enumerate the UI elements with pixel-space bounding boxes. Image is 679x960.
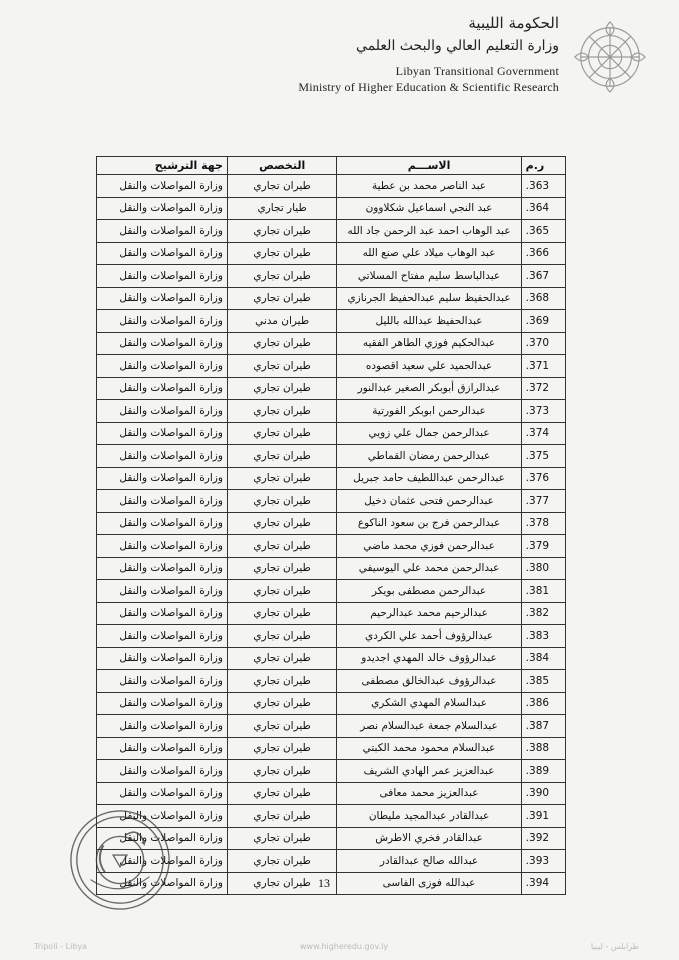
header-specialty: التخصص bbox=[227, 157, 336, 175]
row-destination: وزارة المواصلات والنقل bbox=[97, 287, 228, 310]
table-row bbox=[97, 310, 566, 333]
row-name: عبدالرحمن فرج بن سعود الناكوع bbox=[337, 512, 521, 535]
table-row bbox=[97, 287, 566, 310]
row-specialty: طيران تجاري bbox=[227, 512, 336, 535]
row-number: .364 bbox=[521, 197, 565, 220]
row-name: عبدالباسط سليم مفتاح المسلاتي bbox=[337, 265, 521, 288]
row-name: عبدالرحمن عبداللطيف حامد جبريل bbox=[337, 467, 521, 490]
row-number: .368 bbox=[521, 287, 565, 310]
row-destination: وزارة المواصلات والنقل bbox=[97, 355, 228, 378]
row-destination: وزارة المواصلات والنقل bbox=[97, 400, 228, 423]
table-row bbox=[97, 670, 566, 693]
table-row bbox=[97, 737, 566, 760]
row-destination: وزارة المواصلات والنقل bbox=[97, 805, 228, 828]
row-destination: وزارة المواصلات والنقل bbox=[97, 715, 228, 738]
row-specialty: طيران تجاري bbox=[227, 580, 336, 603]
page-number: 13 bbox=[318, 876, 330, 890]
row-destination: وزارة المواصلات والنقل bbox=[97, 467, 228, 490]
footer-address-arabic: طرابلس - ليبيا bbox=[590, 942, 639, 951]
row-specialty: طيران تجاري bbox=[227, 332, 336, 355]
row-destination: وزارة المواصلات والنقل bbox=[97, 782, 228, 805]
row-name: عبدالعزيز محمد معافى bbox=[337, 782, 521, 805]
row-name: عبدالسلام جمعة عبدالسلام نصر bbox=[337, 715, 521, 738]
table-row bbox=[97, 692, 566, 715]
row-number: .370 bbox=[521, 332, 565, 355]
row-specialty: طيران تجاري bbox=[227, 827, 336, 850]
row-name: عبدالرؤوف عبدالخالق مصطفى bbox=[337, 670, 521, 693]
row-specialty: طيران تجاري bbox=[227, 265, 336, 288]
row-destination: وزارة المواصلات والنقل bbox=[97, 760, 228, 783]
row-name: عبدالحميد علي سعيد اقصوده bbox=[337, 355, 521, 378]
row-specialty: طيران تجاري bbox=[227, 850, 336, 873]
table-row bbox=[97, 377, 566, 400]
row-destination: وزارة المواصلات والنقل bbox=[97, 310, 228, 333]
row-specialty: طيران تجاري bbox=[227, 782, 336, 805]
row-name: عبد الناصر محمد بن عطية bbox=[337, 175, 521, 198]
row-specialty: طيران تجاري bbox=[227, 242, 336, 265]
header-english-government: Libyan Transitional Government bbox=[395, 64, 559, 78]
row-name: عبدالرحمن محمد علي اليوسيفي bbox=[337, 557, 521, 580]
row-number: .372 bbox=[521, 377, 565, 400]
row-name: عبدالحفيظ سليم عبدالحفيظ الجرنازي bbox=[337, 287, 521, 310]
table-row bbox=[97, 400, 566, 423]
row-number: .380 bbox=[521, 557, 565, 580]
official-stamp-icon bbox=[66, 806, 174, 914]
table-row bbox=[97, 760, 566, 783]
row-name: عبدالسلام المهدي الشكري bbox=[337, 692, 521, 715]
table-row bbox=[97, 175, 566, 198]
row-number: .393 bbox=[521, 850, 565, 873]
row-specialty: طيران تجاري bbox=[227, 535, 336, 558]
header-english-ministry: Ministry of Higher Education & Scientific Research bbox=[298, 80, 559, 94]
row-specialty: طيران تجاري bbox=[227, 872, 336, 895]
header-destination: جهة الترشيح bbox=[97, 157, 228, 175]
row-name: عبدالرؤوف أحمد علي الكردي bbox=[337, 625, 521, 648]
header-arabic-government: الحكومة الليبية bbox=[468, 14, 559, 32]
row-number: .381 bbox=[521, 580, 565, 603]
row-destination: وزارة المواصلات والنقل bbox=[97, 692, 228, 715]
row-number: .369 bbox=[521, 310, 565, 333]
row-specialty: طيران تجاري bbox=[227, 760, 336, 783]
row-destination: وزارة المواصلات والنقل bbox=[97, 490, 228, 513]
row-specialty: طيران مدني bbox=[227, 310, 336, 333]
row-destination: وزارة المواصلات والنقل bbox=[97, 580, 228, 603]
row-number: .391 bbox=[521, 805, 565, 828]
row-name: عبدالرحمن مصطفى بويكر bbox=[337, 580, 521, 603]
row-number: .387 bbox=[521, 715, 565, 738]
table-row bbox=[97, 355, 566, 378]
row-name: عبدالسلام محمود محمد الكبتي bbox=[337, 737, 521, 760]
row-destination: وزارة المواصلات والنقل bbox=[97, 377, 228, 400]
row-name: عبدالقادر فخري الاطرش bbox=[337, 827, 521, 850]
table-row bbox=[97, 557, 566, 580]
row-specialty: طيران تجاري bbox=[227, 287, 336, 310]
row-destination: وزارة المواصلات والنقل bbox=[97, 197, 228, 220]
row-specialty: طيران تجاري bbox=[227, 400, 336, 423]
row-specialty: طيران تجاري bbox=[227, 377, 336, 400]
table-row bbox=[97, 445, 566, 468]
row-specialty: طيران تجاري bbox=[227, 175, 336, 198]
row-number: .367 bbox=[521, 265, 565, 288]
table-row bbox=[97, 242, 566, 265]
row-name: عبدالله فوزى الفاسى bbox=[337, 872, 521, 895]
row-destination: وزارة المواصلات والنقل bbox=[97, 512, 228, 535]
header-name: الاســـم bbox=[337, 157, 521, 175]
table-row bbox=[97, 715, 566, 738]
row-destination: وزارة المواصلات والنقل bbox=[97, 220, 228, 243]
table-row bbox=[97, 535, 566, 558]
row-destination: وزارة المواصلات والنقل bbox=[97, 242, 228, 265]
row-destination: وزارة المواصلات والنقل bbox=[97, 445, 228, 468]
row-name: عبدالرحمن ابوبكر الفورتية bbox=[337, 400, 521, 423]
row-number: .386 bbox=[521, 692, 565, 715]
row-number: .383 bbox=[521, 625, 565, 648]
row-number: .388 bbox=[521, 737, 565, 760]
row-number: .376 bbox=[521, 467, 565, 490]
row-specialty: طيران تجاري bbox=[227, 670, 336, 693]
row-number: .385 bbox=[521, 670, 565, 693]
footer-address-english: Tripoli - Libya bbox=[34, 942, 88, 951]
row-name: عبدالرازق أبوبكر الصغير عبدالنور bbox=[337, 377, 521, 400]
table-row bbox=[97, 625, 566, 648]
row-number: .389 bbox=[521, 760, 565, 783]
row-name: عبدالرحمن فوزي محمد ماضي bbox=[337, 535, 521, 558]
table-row bbox=[97, 580, 566, 603]
table-row bbox=[97, 422, 566, 445]
row-number: .382 bbox=[521, 602, 565, 625]
row-number: .378 bbox=[521, 512, 565, 535]
row-name: عبدالرحمن جمال علي زويي bbox=[337, 422, 521, 445]
row-specialty: طيران تجاري bbox=[227, 445, 336, 468]
table-row bbox=[97, 512, 566, 535]
row-destination: وزارة المواصلات والنقل bbox=[97, 647, 228, 670]
nominees-table bbox=[96, 156, 566, 895]
row-destination: وزارة المواصلات والنقل bbox=[97, 175, 228, 198]
row-name: عبدالحفيظ عبدالله بالليل bbox=[337, 310, 521, 333]
row-destination: وزارة المواصلات والنقل bbox=[97, 850, 228, 873]
row-specialty: طيران تجاري bbox=[227, 737, 336, 760]
row-specialty: طيران تجاري bbox=[227, 625, 336, 648]
row-number: .379 bbox=[521, 535, 565, 558]
table-row bbox=[97, 467, 566, 490]
row-number: .371 bbox=[521, 355, 565, 378]
row-destination: وزارة المواصلات والنقل bbox=[97, 332, 228, 355]
footer-website[interactable]: www.higheredu.gov.ly bbox=[300, 942, 389, 951]
table-row bbox=[97, 265, 566, 288]
row-name: عبدالرؤوف خالد المهدي اجديدو bbox=[337, 647, 521, 670]
row-number: .365 bbox=[521, 220, 565, 243]
row-specialty: طيران تجاري bbox=[227, 805, 336, 828]
row-destination: وزارة المواصلات والنقل bbox=[97, 535, 228, 558]
table-row bbox=[97, 602, 566, 625]
row-name: عبد الوهاب ميلاد علي صنع الله bbox=[337, 242, 521, 265]
row-number: .377 bbox=[521, 490, 565, 513]
row-destination: وزارة المواصلات والنقل bbox=[97, 737, 228, 760]
table-header-row bbox=[97, 157, 566, 175]
row-specialty: طيران تجاري bbox=[227, 715, 336, 738]
row-destination: وزارة المواصلات والنقل bbox=[97, 602, 228, 625]
table-row bbox=[97, 782, 566, 805]
header-num: ر.م bbox=[521, 157, 565, 175]
table-row bbox=[97, 220, 566, 243]
row-name: عبد النجي اسماعيل شكلاوون bbox=[337, 197, 521, 220]
row-destination: وزارة المواصلات والنقل bbox=[97, 557, 228, 580]
row-number: .375 bbox=[521, 445, 565, 468]
row-name: عبد الوهاب احمد عبد الرحمن جاد الله bbox=[337, 220, 521, 243]
row-specialty: طيران تجاري bbox=[227, 422, 336, 445]
row-number: .394 bbox=[521, 872, 565, 895]
row-number: .366 bbox=[521, 242, 565, 265]
row-specialty: طيران تجاري bbox=[227, 490, 336, 513]
row-name: عبدالرحمن رمضان القماطي bbox=[337, 445, 521, 468]
row-destination: وزارة المواصلات والنقل bbox=[97, 265, 228, 288]
table-row bbox=[97, 647, 566, 670]
row-specialty: طيران تجاري bbox=[227, 647, 336, 670]
table-row bbox=[97, 197, 566, 220]
row-number: .374 bbox=[521, 422, 565, 445]
table-row bbox=[97, 332, 566, 355]
row-number: .390 bbox=[521, 782, 565, 805]
row-destination: وزارة المواصلات والنقل bbox=[97, 625, 228, 648]
row-specialty: طيار تجاري bbox=[227, 197, 336, 220]
table-row bbox=[97, 490, 566, 513]
ministry-emblem-icon bbox=[571, 18, 649, 96]
row-name: عبدالله صالح عبدالقادر bbox=[337, 850, 521, 873]
row-specialty: طيران تجاري bbox=[227, 557, 336, 580]
row-specialty: طيران تجاري bbox=[227, 602, 336, 625]
row-specialty: طيران تجاري bbox=[227, 467, 336, 490]
row-destination: وزارة المواصلات والنقل bbox=[97, 670, 228, 693]
row-destination: وزارة المواصلات والنقل bbox=[97, 872, 228, 895]
row-number: .392 bbox=[521, 827, 565, 850]
row-number: .373 bbox=[521, 400, 565, 423]
row-specialty: طيران تجاري bbox=[227, 355, 336, 378]
header-arabic-ministry: وزارة التعليم العالي والبحث العلمي bbox=[356, 38, 559, 54]
row-name: عبدالعزيز عمر الهادي الشريف bbox=[337, 760, 521, 783]
row-number: .363 bbox=[521, 175, 565, 198]
row-number: .384 bbox=[521, 647, 565, 670]
row-name: عبدالرحمن فتحى عثمان دخيل bbox=[337, 490, 521, 513]
row-destination: وزارة المواصلات والنقل bbox=[97, 827, 228, 850]
row-name: عبدالحكيم فوزي الطاهر الفقيه bbox=[337, 332, 521, 355]
row-specialty: طيران تجاري bbox=[227, 692, 336, 715]
row-destination: وزارة المواصلات والنقل bbox=[97, 422, 228, 445]
row-name: عبدالقادر عبدالمجيد مليطان bbox=[337, 805, 521, 828]
row-specialty: طيران تجاري bbox=[227, 220, 336, 243]
row-name: عبدالرحيم محمد عبدالرحيم bbox=[337, 602, 521, 625]
